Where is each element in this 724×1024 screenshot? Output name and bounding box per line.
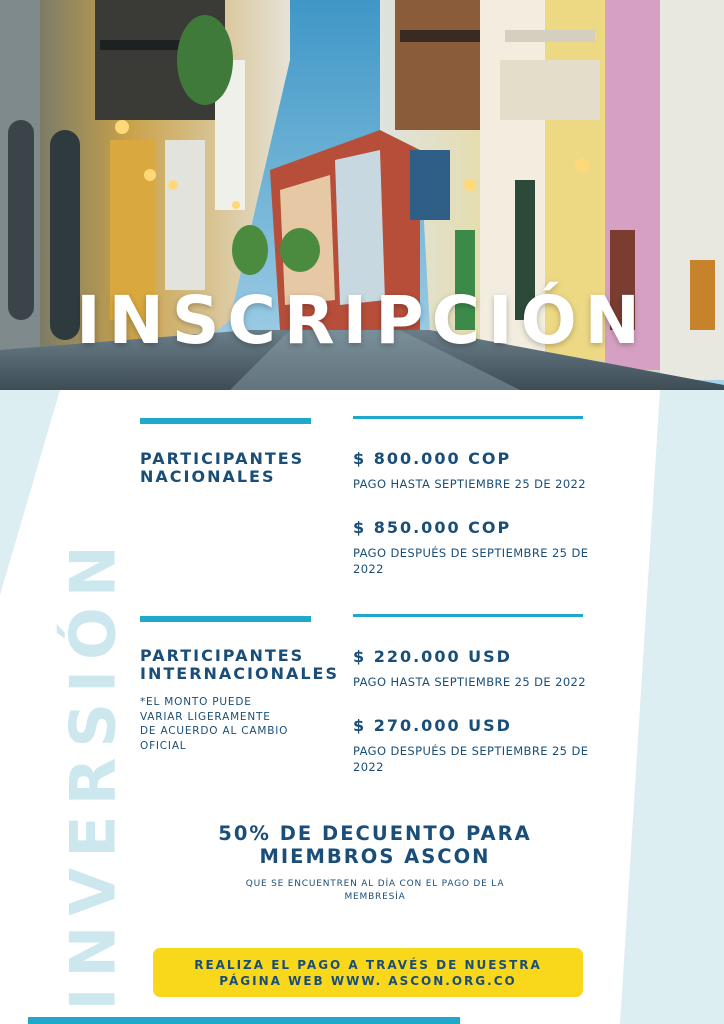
payment-website-banner[interactable] bbox=[153, 948, 583, 997]
inversion-vertical-text: INVERSIÓN bbox=[56, 535, 130, 1011]
international-title-line1: PARTICIPANTES bbox=[140, 646, 305, 665]
payment-website-label: REALIZA EL PAGO A TRAVÉS DE NUESTRA PÁGINA WEB WWW. ASCON.ORG.CO bbox=[194, 957, 542, 988]
member-discount-subtitle: QUE SE ENCUENTREN AL DÍA CON EL PAGO DE LA MEMBRESÍA bbox=[245, 879, 505, 902]
international-price-1-note: PAGO HASTA SEPTIEMBRE 25 DE 2022 bbox=[353, 675, 586, 689]
national-price-1: $ 800.000 COP bbox=[353, 449, 512, 468]
international-title-line2: INTERNACIONALES bbox=[140, 664, 339, 683]
national-price-1-note: PAGO HASTA SEPTIEMBRE 25 DE 2022 bbox=[353, 477, 586, 491]
exchange-rate-disclaimer: *EL MONTO PUEDE VARIAR LIGERAMENTE DE ACUERDO AL CAMBIO OFICIAL bbox=[140, 696, 289, 752]
national-title bbox=[140, 450, 304, 486]
bottom-accent-bar bbox=[28, 1017, 460, 1024]
national-price-2-note: PAGO DESPUÉS DE SEPTIEMBRE 25 DE 2022 bbox=[353, 546, 589, 576]
hero-title: INSCRIPCIÓN bbox=[76, 282, 648, 359]
international-title bbox=[140, 647, 339, 683]
national-title-line1: PARTICIPANTES bbox=[140, 449, 305, 468]
international-accent-bar bbox=[140, 616, 311, 622]
national-title-line2: NACIONALES bbox=[140, 467, 276, 486]
international-price-divider bbox=[353, 614, 583, 617]
national-price-2: $ 850.000 COP bbox=[353, 518, 512, 537]
inversion-vertical-label bbox=[48, 535, 138, 1011]
national-price-divider bbox=[353, 416, 583, 419]
international-price-1: $ 220.000 USD bbox=[353, 647, 512, 666]
international-price-2-note: PAGO DESPUÉS DE SEPTIEMBRE 25 DE 2022 bbox=[353, 744, 589, 774]
international-price-2: $ 270.000 USD bbox=[353, 716, 512, 735]
hero-photo bbox=[0, 0, 724, 390]
right-background-shape bbox=[600, 390, 724, 1024]
national-accent-bar bbox=[140, 418, 311, 424]
member-discount-title: 50% DE DECUENTO PARA MIEMBROS ASCON bbox=[218, 822, 532, 868]
